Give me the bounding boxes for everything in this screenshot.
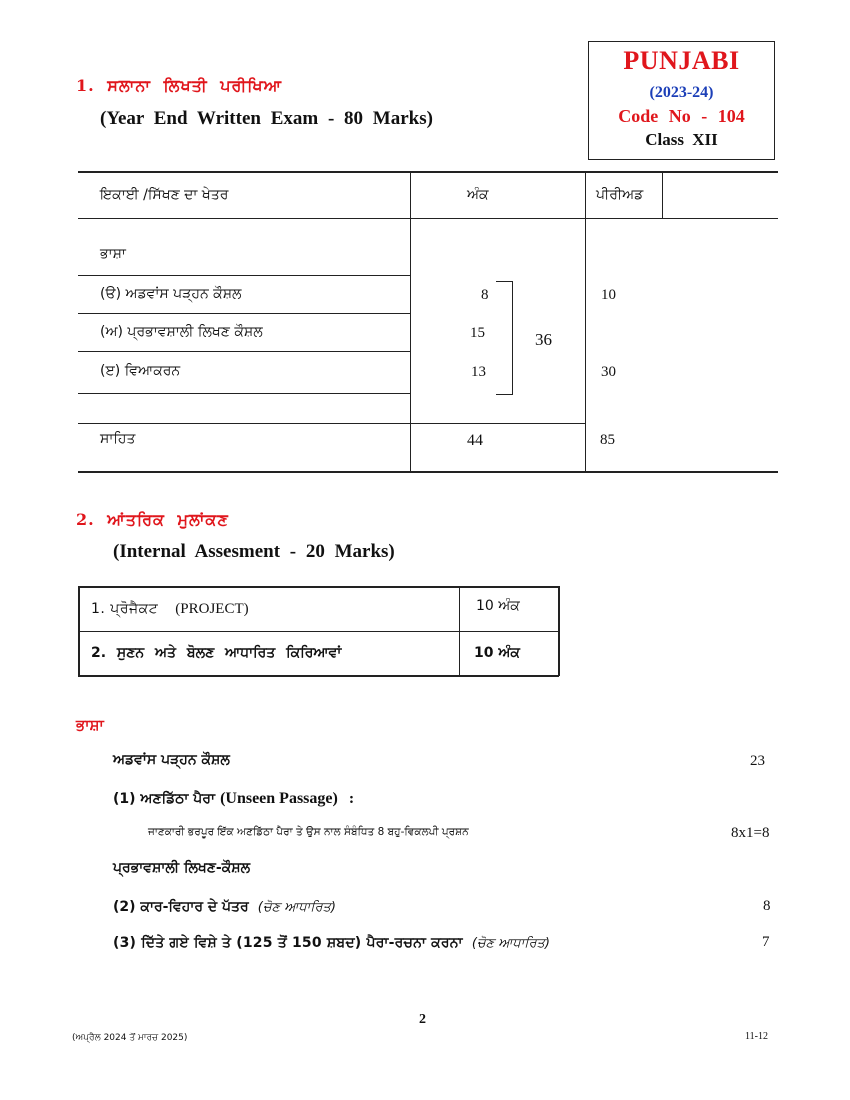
row-grammar: (ੲ) ਵਿਆਕਰਨ [100,363,181,379]
footer-class-range: 11-12 [745,1031,768,1042]
section1-number: 1. [76,76,95,95]
paragraph-writing-item [113,932,550,951]
section1-heading [76,76,282,96]
project-label-pa: 1. ਪ੍ਰੋਜੈਕਟ [91,601,159,617]
advanced-reading-label: ਅਡਵਾਂਸ ਪੜ੍ਹਨ ਕੌਸ਼ਲ [113,752,230,768]
periods-sahit: 85 [600,432,615,448]
header-unit: ਇਕਾਈ /ਸਿੱਖਣ ਦਾ ਖੇਤਰ [100,187,229,203]
header-marks: ਅੰਕ [467,187,489,203]
marks-sahit: 44 [467,432,483,449]
paragraph-writing-text: (3) ਦਿੱਤੇ ਗਏ ਵਿਸ਼ੇ ਤੇ (125 ਤੋਂ 150 ਸ਼ਬਦ) ਪੈਰਾ-ਰਚਨਾ ਕਰਨਾ [113,935,463,951]
unseen-passage-marks: 8x1=8 [731,825,770,841]
bhasha-total-marks: 36 [535,330,552,349]
periods-grammar: 30 [601,364,616,380]
effective-writing-label: ਪ੍ਰਭਾਵਸ਼ਾਲੀ ਲਿਖਣ-ਕੌਸ਼ਲ [113,860,251,876]
project-label-en: (PROJECT) [175,601,249,617]
row-effective-writing: (ਅ) ਪ੍ਰਭਾਵਸ਼ਾਲੀ ਲਿਖਣ ਕੌਸ਼ਲ [100,324,263,340]
marks-advanced-reading: 8 [481,287,489,303]
subject-info-box [588,41,775,160]
unseen-passage-item [113,788,354,808]
row-sahit: ਸਾਹਿਤ [100,431,136,447]
academic-year: (2023-24) [649,84,714,101]
listening-speaking-label: 2. ਸੁਣਨ ਅਤੇ ਬੋਲਣ ਆਧਾਰਿਤ ਕਿਰਿਆਵਾਂ [91,645,342,661]
unseen-passage-en: (Unseen Passage) [220,790,338,807]
unseen-passage-colon: : [348,791,355,807]
project-row-label [91,598,249,618]
subject-title: PUNJABI [623,46,740,75]
unseen-passage-pa: (1) ਅਣਡਿੱਠਾ ਪੈਰਾ [113,791,215,807]
section1-title-en: (Year End Written Exam - 80 Marks) [100,108,433,129]
project-marks: 10 ਅੰਕ [476,598,520,614]
periods-advanced-reading: 10 [601,287,616,303]
listening-speaking-marks: 10 ਅੰਕ [474,645,520,661]
row-advanced-reading: (ੳ) ਅਡਵਾਂਸ ਪੜ੍ਹਨ ਕੌਸ਼ਲ [100,286,242,302]
paragraph-writing-marks: 7 [762,934,770,950]
syllabus-heading: ਭਾਸ਼ਾ [76,716,104,734]
marks-effective-writing: 15 [470,325,485,341]
paragraph-writing-note: (ਚੋਣ ਆਧਾਰਿਤ) [471,936,550,951]
letters-note: (ਚੋਣ ਆਧਾਰਿਤ) [257,900,336,915]
page-number: 2 [419,1012,426,1027]
section2-heading [76,510,229,530]
advanced-reading-marks: 23 [750,753,765,769]
letters-item [113,896,336,915]
subject-code: Code No - 104 [618,106,745,126]
section2-title-en: (Internal Assesment - 20 Marks) [113,541,395,562]
bhasha-label: ਭਾਸ਼ਾ [100,246,126,262]
marks-grammar: 13 [471,364,486,380]
section2-title-pa: ਆਂਤਰਿਕ ਮੁਲਾਂਕਣ [107,510,229,529]
letters-marks: 8 [763,898,771,914]
class-label: Class XII [645,130,718,149]
section1-title-pa: ਸਲਾਨਾ ਲਿਖਤੀ ਪਰੀਖਿਆ [107,76,282,95]
header-periods: ਪੀਰੀਅਡ [596,187,644,203]
unseen-passage-detail: ਜਾਣਕਾਰੀ ਭਰਪੂਰ ਇੱਕ ਅਣਡਿੱਠਾ ਪੈਰਾ ਤੇ ਉਸ ਨਾਲ ਸੰਬੰਧਿਤ 8 ਬਹੁ-ਵਿਕਲਪੀ ਪ੍ਰਸ਼ਨ [148,826,469,838]
footer-session: (ਅਪ੍ਰੈਲ 2024 ਤੋਂ ਮਾਰਚ 2025) [72,1033,188,1043]
section2-number: 2. [76,510,95,529]
letters-text: (2) ਕਾਰ-ਵਿਹਾਰ ਦੇ ਪੱਤਰ [113,899,249,915]
